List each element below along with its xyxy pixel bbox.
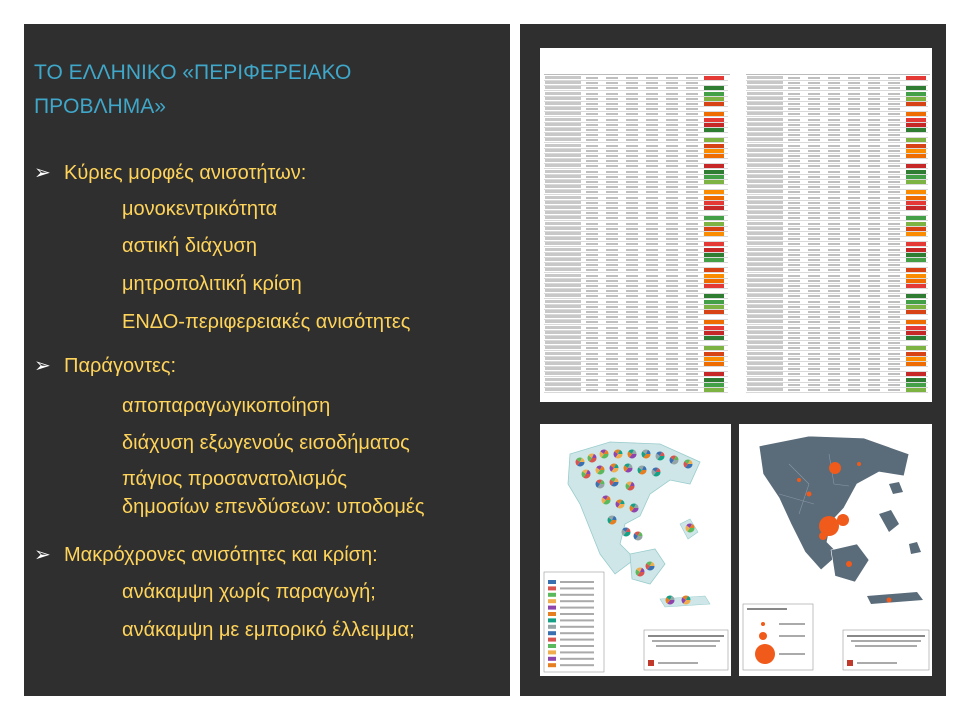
greece-bubble-map-image bbox=[739, 424, 932, 676]
sub-item: ανάκαμψη με εμπορικό έλλειμμα; bbox=[122, 619, 415, 641]
bullet-heading-2: ➢ Παράγοντες: bbox=[34, 355, 177, 377]
legend-swatch bbox=[548, 586, 556, 590]
arrow-bullet-icon: ➢ bbox=[34, 355, 51, 377]
slide-title bbox=[34, 56, 474, 124]
table-row bbox=[746, 388, 928, 393]
legend-label bbox=[560, 626, 594, 628]
greece-pie-chart-map-image bbox=[540, 424, 731, 676]
legend-label bbox=[560, 651, 594, 653]
arrow-bullet-icon: ➢ bbox=[34, 544, 51, 566]
legend-swatch bbox=[548, 618, 556, 622]
legend-swatch bbox=[548, 663, 556, 667]
arrow-bullet-icon: ➢ bbox=[34, 162, 51, 184]
legend-label bbox=[560, 658, 594, 660]
legend-swatch bbox=[548, 631, 556, 635]
bullet-heading-3: ➢ Μακρόχρονες ανισότητες και κρίση: bbox=[34, 544, 378, 566]
regional-statistics-table-image bbox=[540, 48, 932, 402]
legend-swatch bbox=[548, 606, 556, 610]
legend-swatch bbox=[548, 625, 556, 629]
bullet-heading-1: ➢ Κύριες μορφές ανισοτήτων: bbox=[34, 162, 307, 184]
legend-swatch bbox=[548, 580, 556, 584]
table-header bbox=[544, 68, 730, 75]
table-left-half bbox=[544, 56, 730, 396]
legend-swatch bbox=[548, 650, 556, 654]
title-line-1: ΤΟ ΕΛΛΗΝΙΚΟ «ΠΕΡΙΦΕΡΕΙΑΚΟ bbox=[34, 61, 352, 84]
table-row bbox=[544, 388, 728, 393]
sub-item: ΕΝΔΟ-περιφερειακές ανισότητες bbox=[122, 311, 411, 333]
legend-label bbox=[560, 645, 594, 647]
legend-swatch bbox=[548, 612, 556, 616]
title-line-2: ΠΡΟΒΛΗΜΑ» bbox=[34, 95, 166, 118]
legend-label bbox=[560, 600, 594, 602]
pie-map-svg bbox=[540, 424, 731, 676]
legend-label bbox=[560, 664, 594, 666]
legend-label bbox=[560, 587, 594, 589]
sub-item: αστική διάχυση bbox=[122, 235, 257, 257]
table-right-half bbox=[746, 56, 930, 396]
legend-label bbox=[560, 594, 594, 596]
legend-label bbox=[560, 639, 594, 641]
sub-item: μονοκεντρικότητα bbox=[122, 198, 278, 220]
legend-swatch bbox=[548, 638, 556, 642]
sub-item: πάγιος προσανατολισμός δημοσίων επενδύσεων: υποδομές bbox=[122, 468, 425, 518]
sub-item: ανάκαμψη χωρίς παραγωγή; bbox=[122, 581, 376, 603]
sub-item: διάχυση εξωγενούς εισοδήματος bbox=[122, 432, 410, 454]
legend-swatch bbox=[548, 657, 556, 661]
sub-item: αποπαραγωγικοποίηση bbox=[122, 395, 331, 417]
legend-swatch bbox=[548, 593, 556, 597]
sub-item: μητροπολιτική κρίση bbox=[122, 273, 302, 295]
legend-swatch bbox=[548, 599, 556, 603]
legend-swatch bbox=[548, 644, 556, 648]
legend-label bbox=[560, 607, 594, 609]
bubble-map-svg bbox=[739, 424, 932, 676]
legend-label bbox=[560, 619, 594, 621]
legend-label bbox=[560, 632, 594, 634]
table-header bbox=[746, 68, 930, 75]
legend-label bbox=[560, 613, 594, 615]
legend-label bbox=[560, 581, 594, 583]
